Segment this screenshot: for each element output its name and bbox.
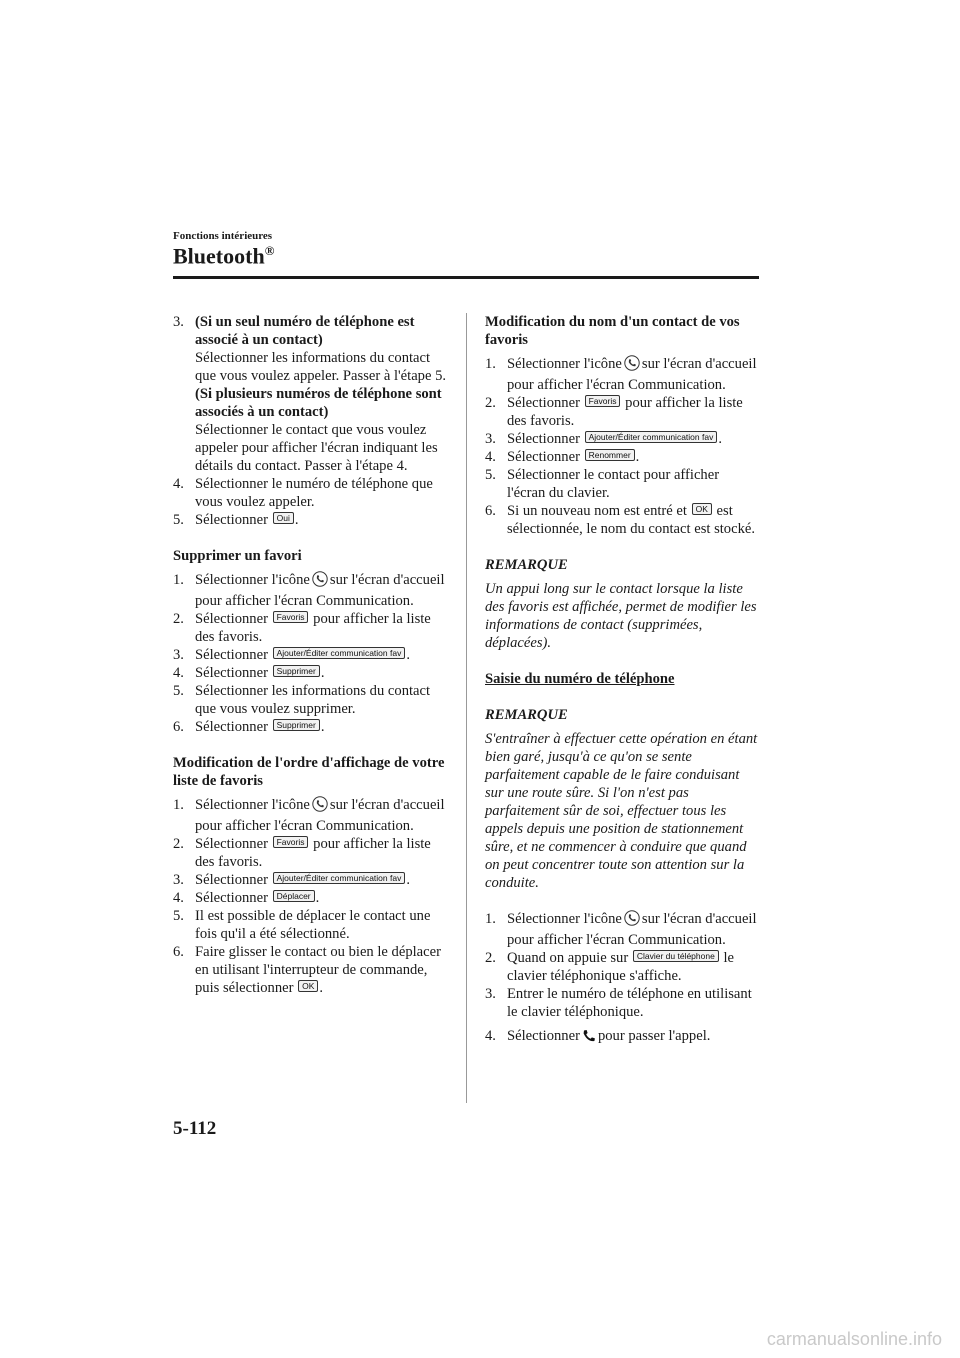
favoris-button: Favoris	[585, 395, 621, 407]
renommer-button: Renommer	[585, 449, 635, 461]
order-step-4: 4. Sélectionner Déplacer .	[173, 890, 320, 906]
ok-button: OK	[692, 503, 712, 515]
chapter-title-text: Bluetooth	[173, 243, 265, 269]
dial-step-4: 4. Sélectionner pour passer l'appel.	[485, 1027, 760, 1048]
column-divider	[466, 313, 467, 1103]
phone-app-icon	[624, 910, 640, 931]
chapter-title	[173, 243, 274, 269]
order-step-6: 6. Faire glisser le contact ou bien le déplacer en utilisant l'interrupteur de commande, puis sélectionner OK .	[173, 944, 441, 996]
dial-step-3: 3. Entrer le numéro de téléphone en utilisant le clavier téléphonique.	[485, 986, 752, 1020]
deplacer-button: Déplacer	[273, 890, 315, 902]
delete-step-5: 5. Sélectionner les informations du contact que vous voulez supprimer.	[173, 683, 431, 717]
step-3	[173, 313, 453, 475]
left-column	[173, 313, 453, 997]
rename-step-3: 3. Sélectionner Ajouter/Éditer communication fav .	[485, 431, 722, 447]
favoris-button: Favoris	[273, 836, 309, 848]
ok-button: OK	[298, 980, 318, 992]
phone-handset-icon	[582, 1029, 596, 1048]
supprimer-button: Supprimer	[273, 665, 320, 677]
step-text: Sélectionner le numéro de téléphone que vous voulez appeler.	[195, 476, 433, 510]
delete-step-4: 4. Sélectionner Supprimer .	[173, 665, 325, 681]
dial-step-2: 2. Quand on appuie sur Clavier du téléphone le clavier téléphonique s'affiche.	[485, 950, 735, 984]
order-step-3: 3. Sélectionner Ajouter/Éditer communication fav .	[173, 872, 410, 888]
order-step-5: 5. Il est possible de déplacer le contact une fois qu'il a été sélectionné.	[173, 908, 431, 942]
delete-step-6: 6. Sélectionner Supprimer .	[173, 719, 325, 735]
phone-app-icon	[312, 571, 328, 592]
watermark: carmanualsonline.info	[766, 1329, 942, 1349]
phone-app-icon	[624, 355, 640, 376]
delete-step-3: 3. Sélectionner Ajouter/Éditer communication fav .	[173, 647, 410, 663]
rename-step-5: 5. Sélectionner le contact pour afficher l'écran du clavier.	[485, 467, 720, 501]
favoris-button: Favoris	[273, 611, 309, 623]
step-5: 5. Sélectionner Oui .	[173, 512, 299, 528]
order-step-2: 2. Sélectionner Favoris pour afficher la liste des favoris.	[173, 836, 431, 870]
section-heading-delete: Supprimer un favori	[173, 548, 302, 564]
note-body: S'entraîner à effectuer cette opération en étant bien garé, jusqu'à ce qu'on se sente parfaitement capable de le faire conduisant sur une route sûre. Si l'on n'est pas parfaitement sûr de soi, effectuer tous les appels depuis une position de stationnement sûre, et ne commencer à conduire que quand on peut concentrer toute son attention sur la conduite.	[485, 731, 758, 891]
step-text: Sélectionner le contact que vous voulez appeler pour afficher l'écran indiquant les détails du contact. Passer à l'étape 4.	[195, 422, 438, 474]
page-number: 5-112	[173, 1118, 217, 1139]
step-number: 4.	[173, 476, 184, 492]
step-number: 5.	[173, 512, 184, 528]
condition-multiple: (Si plusieurs numéros de téléphone sont associés à un contact)	[195, 386, 442, 420]
section-heading-rename: Modification du nom d'un contact de vos favoris	[485, 314, 740, 348]
add-edit-fav-button: Ajouter/Éditer communication fav	[273, 647, 406, 659]
step-number: 3.	[173, 314, 184, 330]
rename-step-4: 4. Sélectionner Renommer .	[485, 449, 640, 465]
rename-step-6: 6. Si un nouveau nom est entré et OK est sélectionnée, le nom du contact est stocké.	[485, 503, 756, 537]
add-edit-fav-button: Ajouter/Éditer communication fav	[585, 431, 718, 443]
registered-mark: ®	[264, 243, 275, 258]
clavier-telephone-button: Clavier du téléphone	[633, 950, 719, 962]
delete-step-1: 1. Sélectionner l'icône sur l'écran d'accueil pour afficher l'écran Communication.	[173, 572, 445, 609]
oui-button: Oui	[273, 512, 294, 524]
note-title: REMARQUE	[485, 707, 568, 723]
step-text: Sélectionner les informations du contact que vous voulez appeler. Passer à l'étape 5.	[195, 350, 447, 384]
note-body: Un appui long sur le contact lorsque la liste des favoris est affichée, permet de modifier les informations de contact (supprimées, déplacées).	[485, 581, 757, 651]
rename-step-1: 1. Sélectionner l'icône sur l'écran d'accueil pour afficher l'écran Communication.	[485, 356, 757, 393]
order-step-1: 1. Sélectionner l'icône sur l'écran d'accueil pour afficher l'écran Communication.	[173, 797, 445, 834]
section-heading-dial: Saisie du numéro de téléphone	[485, 671, 675, 687]
supprimer-button: Supprimer	[273, 719, 320, 731]
section-heading-order: Modification de l'ordre d'affichage de votre liste de favoris	[173, 755, 445, 789]
phone-app-icon	[312, 796, 328, 817]
rename-step-2: 2. Sélectionner Favoris pour afficher la liste des favoris.	[485, 395, 743, 429]
step-4	[173, 475, 453, 511]
delete-step-2: 2. Sélectionner Favoris pour afficher la liste des favoris.	[173, 611, 431, 645]
header-rule	[173, 276, 759, 279]
condition-single: (Si un seul numéro de téléphone est associé à un contact)	[195, 314, 415, 348]
right-column	[485, 313, 760, 1048]
section-label: Fonctions intérieures	[173, 230, 273, 242]
note-title: REMARQUE	[485, 557, 568, 573]
dial-step-1: 1. Sélectionner l'icône sur l'écran d'accueil pour afficher l'écran Communication.	[485, 911, 757, 948]
add-edit-fav-button: Ajouter/Éditer communication fav	[273, 872, 406, 884]
